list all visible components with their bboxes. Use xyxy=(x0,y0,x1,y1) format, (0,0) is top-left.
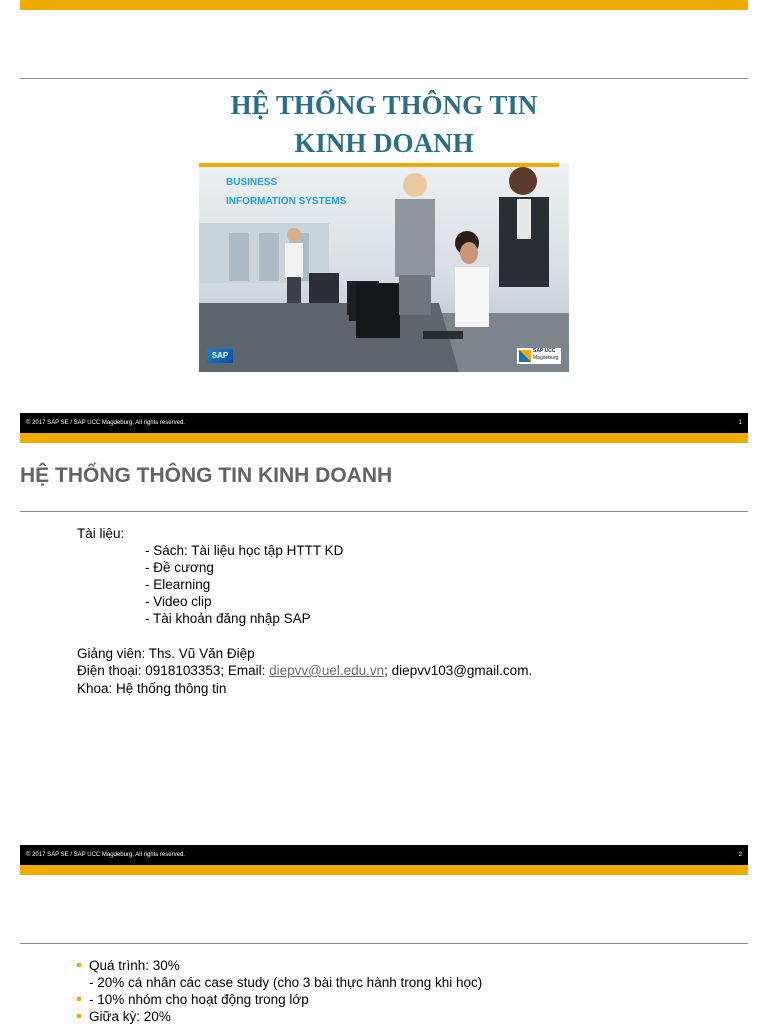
list-item-text: - 20% cá nhân các case study (cho 3 bài thực hành trong khi học) xyxy=(89,975,483,990)
lecturer-line: Giảng viên: Ths. Vũ Văn Điệp xyxy=(77,646,255,661)
materials-item: - Sách: Tài liệu học tập HTTT KD xyxy=(145,543,344,558)
sap-ucc-logo-line1: SAP UCC xyxy=(533,348,556,354)
slide3-rule xyxy=(20,943,748,944)
hero-caption-line2: INFORMATION SYSTEMS xyxy=(226,196,347,207)
slide1-footer xyxy=(20,413,748,433)
contact-suffix: ; diepvv103@gmail.com. xyxy=(384,663,533,678)
faculty-line: Khoa: Hệ thống thông tin xyxy=(77,681,227,696)
contact-line xyxy=(77,662,532,679)
contact-phone-prefix: Điện thoại: 0918103353; Email: xyxy=(77,663,270,678)
slide3-top-bar xyxy=(20,865,748,875)
bullet-square-icon xyxy=(77,1014,81,1018)
email-link[interactable]: diepvv@uel.edu.vn xyxy=(269,663,385,678)
materials-item: - Video clip xyxy=(145,594,212,609)
materials-item: - Đề cương xyxy=(145,560,214,575)
slide2-page-number: 2 xyxy=(738,852,742,858)
office-scene-illustration xyxy=(199,163,569,372)
list-item xyxy=(77,991,309,1008)
slide1-title-line2: KINH DOANH xyxy=(294,128,474,158)
slide2-top-bar xyxy=(20,433,748,443)
bullet-square-icon xyxy=(77,963,81,967)
list-item-text: - 10% nhóm cho hoạt động trong lớp xyxy=(89,992,309,1007)
sap-ucc-logo-line2: Magdeburg xyxy=(533,355,559,361)
hero-image xyxy=(199,163,569,372)
materials-label: Tài liệu: xyxy=(77,526,125,541)
materials-item: - Tài khoản đăng nhập SAP xyxy=(145,611,311,626)
list-item-text: Giữa kỳ: 20% xyxy=(89,1009,171,1024)
slide1-top-bar xyxy=(20,0,748,10)
slide1-copyright: © 2017 SAP SE / SAP UCC Magdeburg. All rights reserved. xyxy=(26,420,185,426)
slide1-rule xyxy=(20,78,748,79)
list-item-text: Quá trình: 30% xyxy=(89,958,180,973)
sap-ucc-logo xyxy=(517,348,561,364)
list-item xyxy=(89,974,482,991)
hero-caption-line1: BUSINESS xyxy=(226,177,278,188)
sap-logo: SAP xyxy=(207,349,233,363)
slide2-footer xyxy=(20,845,748,865)
slide2-copyright: © 2017 SAP SE / SAP UCC Magdeburg. All rights reserved. xyxy=(26,852,185,858)
list-item xyxy=(77,1008,171,1024)
materials-item: - Elearning xyxy=(145,577,211,592)
slide2-rule xyxy=(20,511,748,512)
bullet-square-icon xyxy=(77,997,81,1001)
slide1-page-number: 1 xyxy=(738,420,742,426)
slide1-title-line1: HỆ THỐNG THÔNG TIN xyxy=(230,90,538,120)
list-item xyxy=(77,957,180,974)
slide2-title: HỆ THỐNG THÔNG TIN KINH DOANH xyxy=(20,464,393,487)
